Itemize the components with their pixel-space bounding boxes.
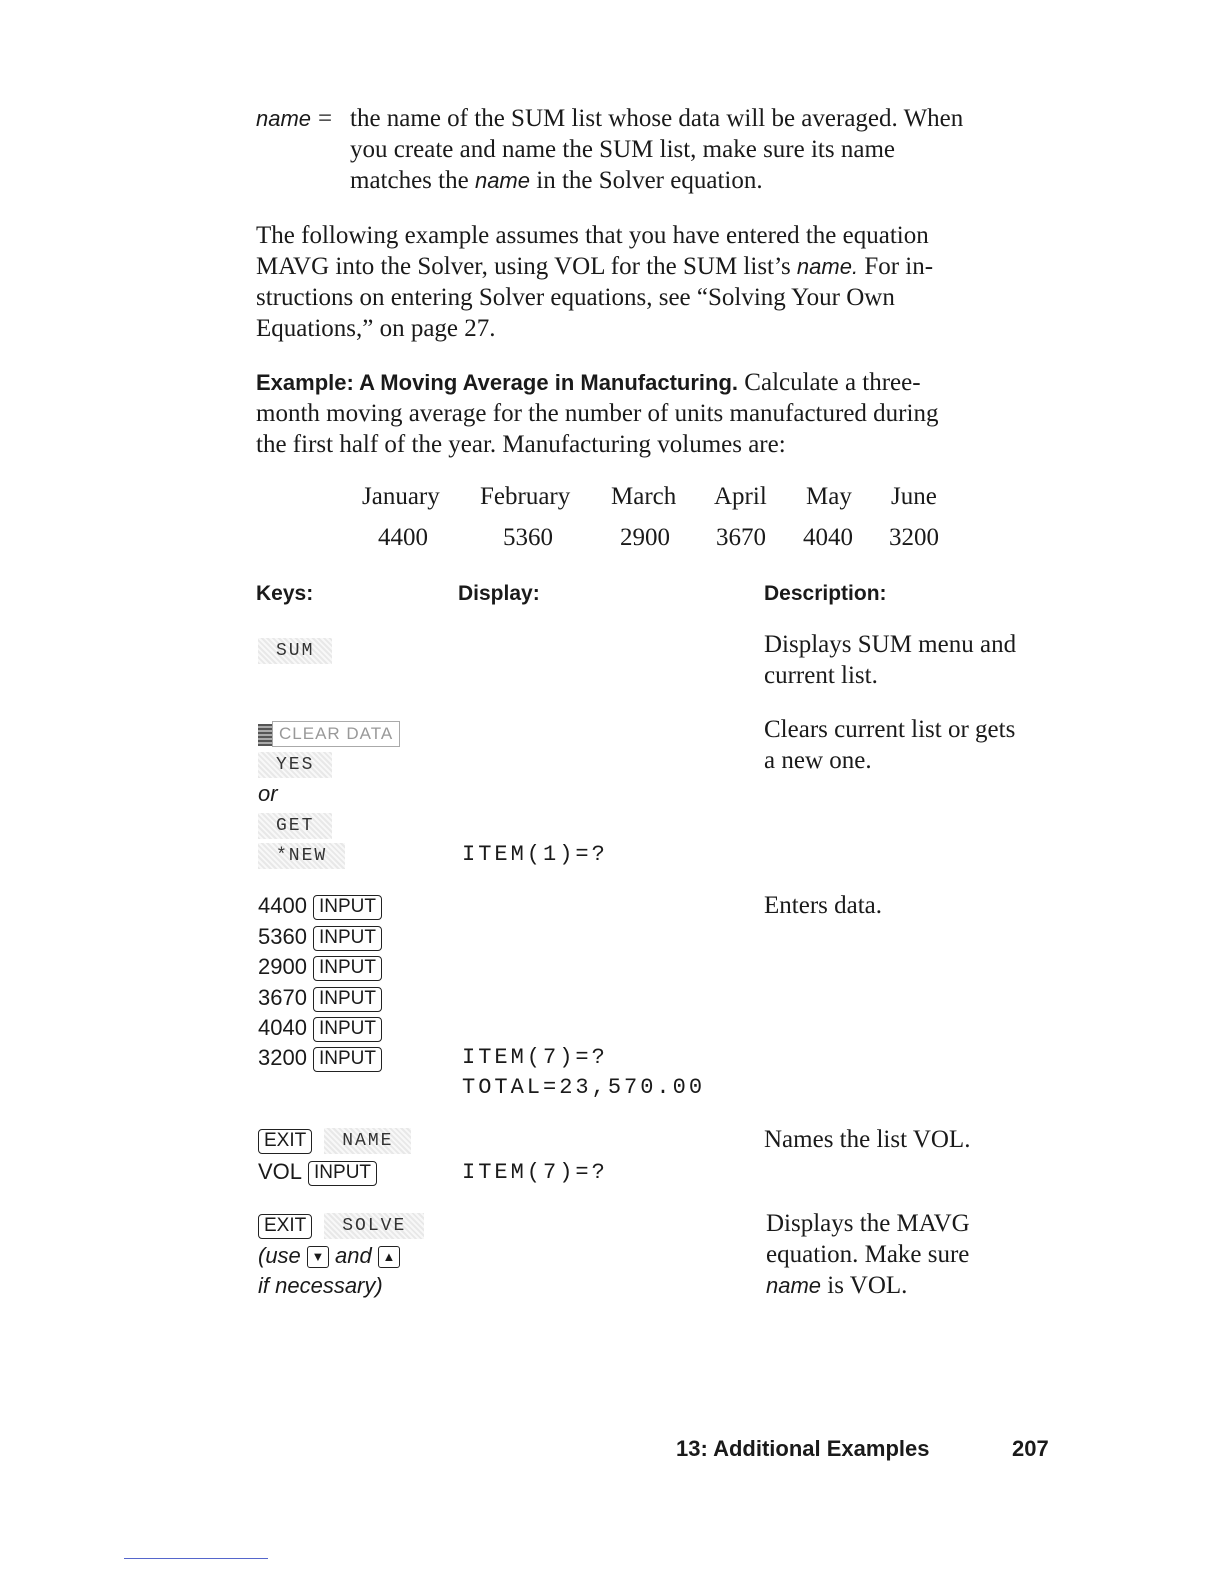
chapter-footer: 13: Additional Examples	[676, 1436, 930, 1461]
shift-key-icon	[258, 724, 272, 746]
display-header: Display:	[458, 582, 540, 605]
intro-line-3: structions on entering Solver equations, see “Solving Your Own	[256, 284, 895, 311]
month-April: April	[714, 483, 767, 510]
description-header: Description:	[764, 582, 887, 605]
solve-desc-1: Displays the MAVG	[766, 1210, 970, 1237]
month-February: February	[480, 483, 571, 510]
example-line-2: month moving average for the number of units manufactured during	[256, 400, 939, 427]
display-total: TOTAL=23,570.00	[462, 1075, 706, 1100]
clear-desc-1: Clears current list or gets	[764, 716, 1016, 743]
definition-line-2: you create and name the SUM list, make sure its name	[350, 136, 895, 163]
or-label: or	[258, 781, 278, 806]
month-March: March	[611, 483, 677, 510]
sum-key: SUM	[258, 638, 332, 664]
month-May: May	[806, 483, 852, 510]
sum-desc-2: current list.	[764, 662, 878, 689]
volume-June: 3200	[889, 524, 939, 551]
display-item-7-b: ITEM(7)=?	[462, 1160, 608, 1185]
volume-January: 4400	[378, 524, 428, 551]
solve-desc-2: equation. Make sure	[766, 1241, 970, 1268]
definition-line-1: the name of the SUM list whose data will be averaged. When	[350, 105, 964, 132]
month-January: January	[362, 483, 440, 510]
definition-term: name	[256, 106, 312, 131]
keys-header: Keys:	[256, 582, 314, 605]
volume-February: 5360	[503, 524, 553, 551]
month-June: June	[891, 483, 937, 510]
example-line-1: Example: A Moving Average in Manufacturing. Calculate a three-	[256, 369, 921, 396]
example-heading: Example: A Moving Average in Manufacturing.	[256, 370, 739, 395]
vol-input: VOL INPUT	[258, 1159, 377, 1186]
entry-row: 4040 INPUT	[258, 1015, 382, 1042]
clear-data-keys: CLEAR DATA	[258, 721, 400, 747]
example-line-3: the first half of the year. Manufacturing volumes are:	[256, 431, 786, 458]
yes-key: YES	[258, 752, 332, 778]
entry-row: 4400 INPUT	[258, 893, 382, 920]
definition-line-3: matches the name in the Solver equation.	[350, 167, 763, 194]
entry-row: 2900 INPUT	[258, 954, 382, 981]
volume-May: 4040	[803, 524, 853, 551]
get-key: GET	[258, 813, 332, 839]
use-arrows-note-2: if necessary)	[258, 1273, 383, 1298]
clear-desc-2: a new one.	[764, 747, 872, 774]
use-arrows-note: (use ▼ and ▲	[258, 1243, 400, 1269]
display-item-7: ITEM(7)=?	[462, 1045, 608, 1070]
down-arrow-key-icon: ▼	[307, 1246, 329, 1268]
footer-rule	[124, 1558, 268, 1559]
exit-name-keys: EXIT NAME	[258, 1128, 411, 1154]
new-key: *NEW	[258, 843, 345, 869]
solve-desc-3: name is VOL.	[766, 1272, 908, 1299]
volume-March: 2900	[620, 524, 670, 551]
sum-desc-1: Displays SUM menu and	[764, 631, 1017, 658]
page-number: 207	[1012, 1436, 1049, 1461]
display-item-1: ITEM(1)=?	[462, 842, 608, 867]
definition-equals: =	[318, 105, 333, 132]
entry-row: 5360 INPUT	[258, 924, 382, 951]
name-desc: Names the list VOL.	[764, 1126, 971, 1153]
intro-line-2: MAVG into the Solver, using VOL for the SUM list’s name. For in-	[256, 253, 934, 280]
exit-solve-keys: EXIT SOLVE	[258, 1213, 424, 1239]
intro-line-1: The following example assumes that you have entered the equation	[256, 222, 929, 249]
volume-April: 3670	[716, 524, 766, 551]
intro-line-4: Equations,” on page 27.	[256, 315, 496, 342]
up-arrow-key-icon: ▲	[378, 1246, 400, 1268]
entry-row: 3670 INPUT	[258, 985, 382, 1012]
entry-row: 3200 INPUT	[258, 1045, 382, 1072]
enter-desc: Enters data.	[764, 892, 883, 919]
